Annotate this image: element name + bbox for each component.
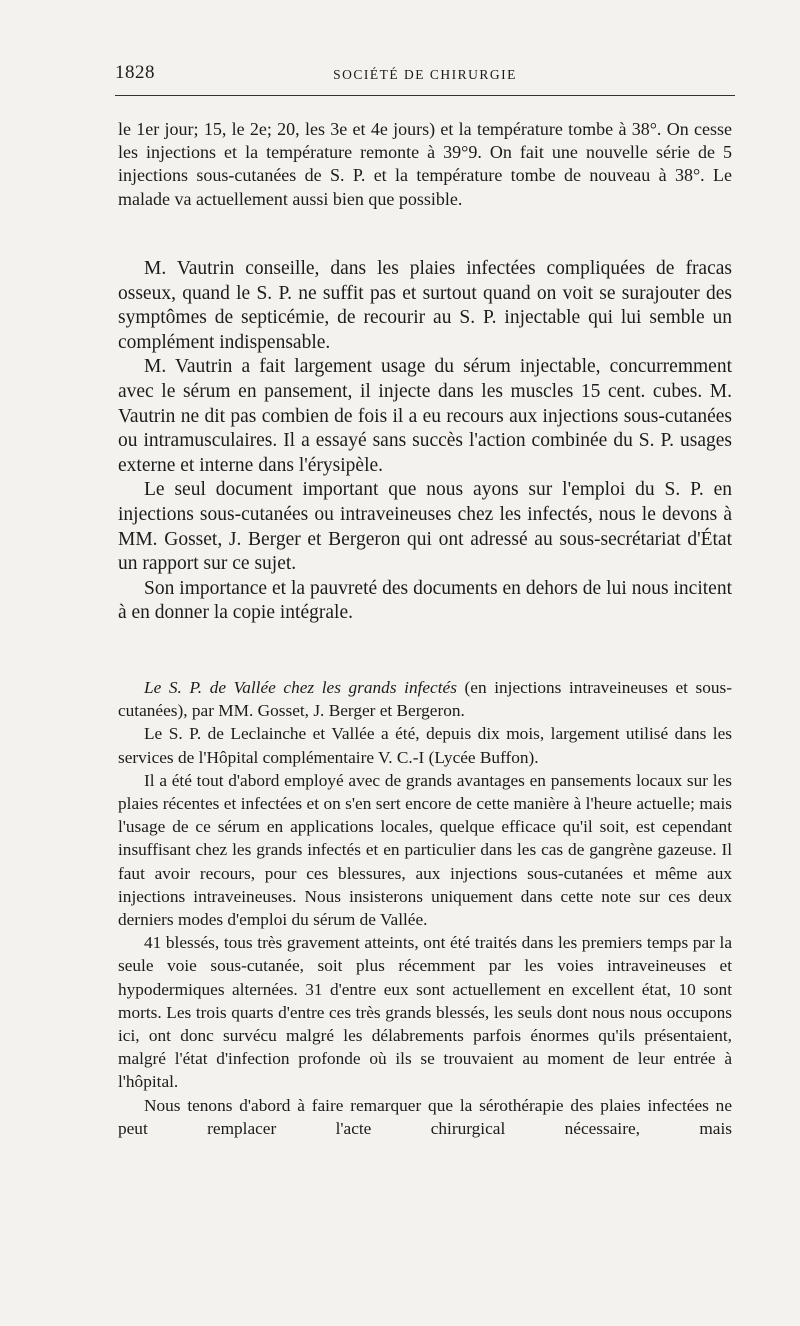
paragraph: Nous tenons d'abord à faire remarquer que la sérothérapie des plaies infectées ne peut remplacer l'acte chirurgical nécessaire, mais xyxy=(118,1095,732,1138)
section-continuation xyxy=(118,118,732,211)
paragraph: M. Vautrin a fait largement usage du sérum injectable, concurremment avec le sérum en pansement, il injecte dans les muscles 15 cent. cubes. M. Vautrin ne dit pas combien de fois il a eu recours aux injections sous-cutanées ou intramusculaires. Il a essayé sans succès l'action combinée du S. P. usages externe et interne dans l'érysipèle. xyxy=(118,356,732,476)
report-title-rest: (en injections intraveineuses et sous-cutanées), par MM. Gosset, J. Berger et Bergeron. xyxy=(118,678,733,721)
report-title-italic: Le S. P. de Vallée chez les grands infectés xyxy=(144,678,457,697)
report-title xyxy=(118,676,732,722)
paragraph: le 1er jour; 15, le 2e; 20, les 3e et 4e jours) et la température tombe à 38°. On cesse les injections et la température remonte à 39°9. On fait une nouvelle série de 5 injections sous-cutanées de S. P. et la température tombe de nouveau à 38°. Le malade va actuellement aussi bien que possible. xyxy=(118,119,732,209)
paragraph: Il a été tout d'abord employé avec de grands avantages en pansements locaux sur les plaies récentes et infectées et on s'en sert encore de cette manière à l'heure actuelle; mais l'usage de ce sérum en applications locales, quelque efficace qu'il soit, est cependant insuffisant chez les grands infectés et en particulier dans les cas de gangrène gazeuse. Il faut avoir recours, pour ces blessures, aux injections sous-cutanées et même aux injections intraveineuses. Nous insisterons uniquement dans cette note sur ces deux derniers modes d'emploi du sérum de Vallée. xyxy=(118,770,732,930)
page-header xyxy=(115,60,735,90)
running-title: SOCIÉTÉ DE CHIRURGIE xyxy=(333,67,517,82)
section-vautrin xyxy=(118,257,732,626)
section-report xyxy=(118,676,732,1140)
paragraph: Son importance et la pauvreté des documents en dehors de lui nous incitent à en donner la copie intégrale. xyxy=(118,577,732,624)
paragraph: Le S. P. de Leclainche et Vallée a été, depuis dix mois, largement utilisé dans les services de l'Hôpital complémentaire V. C.-I (Lycée Buffon). xyxy=(118,724,732,767)
paragraph: Le seul document important que nous ayons sur l'emploi du S. P. en injections sous-cutanées ou intraveineuses chez les infectés, nous le devons à MM. Gosset, J. Berger et Bergeron qui ont adressé au sous-secrétariat d'État un rapport sur ce sujet. xyxy=(118,479,732,575)
paragraph: M. Vautrin conseille, dans les plaies infectées compliquées de fracas osseux, quand le S. P. ne suffit pas et surtout quand on voit se surajouter des symptômes de septicémie, de recourir au S. P. injectable qui lui semble un complément indispensable. xyxy=(118,258,732,353)
paragraph: 41 blessés, tous très gravement atteints, ont été traités dans les premiers temps par la seule voie sous-cutanée, soit plus récemment par les voies intraveineuses et hypodermiques alternées. 31 d'entre eux sont actuellement en excellent état, 10 sont morts. Les trois quarts d'entre ces très grands blessés, les seuls dont nous nous occupons ici, ont donc survécu malgré les délabrements parfois énormes qu'ils présentaient, malgré l'état d'infection profonde où ils se trouvaient au moment de leur entrée à l'hôpital. xyxy=(118,933,732,1092)
page-number: 1828 xyxy=(115,62,155,83)
header-rule xyxy=(115,95,735,96)
